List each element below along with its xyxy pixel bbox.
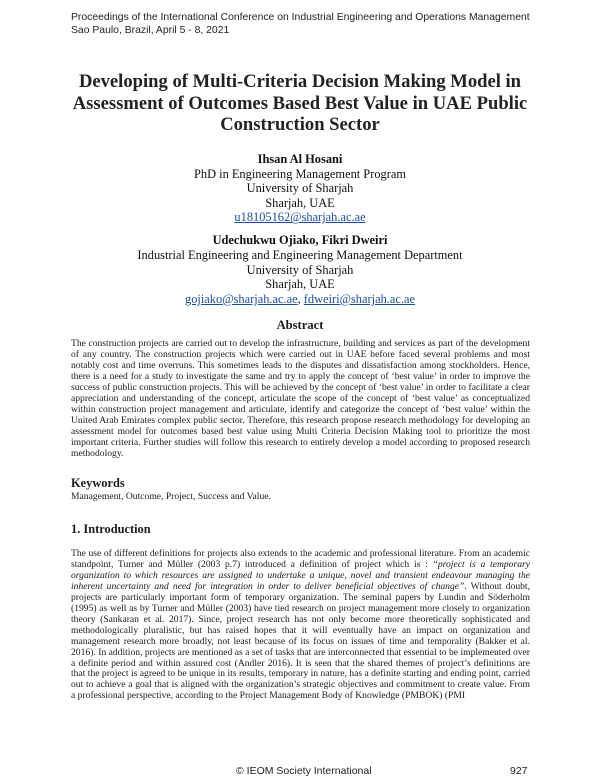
page-number: 927: [510, 765, 528, 777]
abstract-text: The construction projects are carried out to develop the infrastructure, building and services as part of the development of any country. The construction projects which were carried out in UAE before faced several problems and most notably cost and time overruns. This sometimes leads to the disputes and dissatisfaction among stockholders. Hence, there is a need for a study to investigate the same and try to apply the concept of ‘best value’ in order to improve the success of public construction projects. This will be achieved by the concept of ‘best value’ in order to facilitate a clear appreciation and understanding of the concept, articulate the scope of the concept of ‘best value’ as conceptualized within construction project management and articulate, identify and categorize the concept of ‘best value’ within the United Arab Emirates complex public sector. Therefore, this research propose research methodology for developing an assessment model for outcomes based best value using Multi Criteria Decision Making tool to prioritize the most important criteria. Further studies will follow this research to entirely develop a model according to proposed research methodology.: [71, 338, 530, 459]
intro-quote: “project is a temporary organization to which resources are assigned to undertake a unique, novel and transient endeavour managing the inherent uncertainty and need for integration in order to deliver beneficial objectives of change”: [71, 558, 531, 592]
introduction-text: [71, 549, 530, 702]
author-location: Sharjah, UAE: [265, 277, 335, 292]
author-department: Industrial Engineering and Engineering Management Department: [137, 248, 463, 263]
intro-text-part: The use of different definitions for projects also extends to the academic and professional literature. From an academic standpoint, Turner and Müller (2003 p.7) introduced a definition of project which is :: [71, 548, 530, 570]
title-line: Construction Sector: [220, 114, 380, 135]
keywords-heading: Keywords: [71, 476, 125, 490]
author-name: Ihsan Al Hosani: [257, 152, 343, 166]
author-email-link[interactable]: u18105162@sharjah.ac.ae: [234, 210, 366, 225]
author-names: Udechukwu Ojiako, Fikri Dweiri: [212, 233, 388, 248]
running-header: [71, 11, 530, 37]
introduction-heading: 1. Introduction: [71, 522, 151, 536]
keywords-text: Management, Outcome, Project, Success and Value.: [71, 491, 271, 502]
title-line: Developing of Multi-Criteria Decision Making Model in: [78, 71, 522, 92]
author-location: Sharjah, UAE: [265, 195, 335, 210]
author-block: [60, 152, 540, 306]
conference-name: Proceedings of the International Conference on Industrial Engineering and Operations Management: [71, 12, 530, 23]
abstract-heading: Abstract: [276, 318, 324, 332]
title-line: Assessment of Outcomes Based Best Value in UAE Public: [72, 92, 528, 114]
paper-title: [60, 71, 540, 136]
author-university: University of Sharjah: [246, 262, 354, 277]
intro-text-part: . Without doubt, projects are particularly important form of temporary organization. The seminal papers by Lundin and Söderholm (1995) as well as by Turner and Müller (2003) have tied research on project management more closely to organization theory (Sankaran et al. 2017). Since, project research has not only become more theoretically sophisticated and methodologically pluralistic, but has raised hopes that it will eventually have an impact on organization and management research more broadly, not least because of its focus on issues of time and temporality (Bakker et al. 2016). In addition, projects are mentioned as a set of tasks that are interconnected that essential to be implemented over a definite period and within assured cost (Andler 2016). It is seen that the shared themes of project’s definitions are that the project is agreed to be unique in its results, temporary in nature, has a definite starting and ending point, carried out to achieve a goal that is aligned with the organization’s strategic objectives and commitment to create value. From a professional perspective, according to the Project Management Body of Knowledge (PMBOK) (PMI: [71, 580, 530, 702]
author-university: University of Sharjah: [246, 181, 354, 196]
author-email-link[interactable]: gojiako@sharjah.ac.ae: [185, 291, 298, 306]
conference-location-date: Sao Paulo, Brazil, April 5 - 8, 2021: [71, 25, 230, 36]
author-affiliation: PhD in Engineering Management Program: [194, 166, 406, 181]
email-separator: ,: [297, 291, 304, 306]
footer-copyright: © IEOM Society International: [236, 765, 372, 777]
author-email-link[interactable]: fdweiri@sharjah.ac.ae: [303, 291, 415, 306]
